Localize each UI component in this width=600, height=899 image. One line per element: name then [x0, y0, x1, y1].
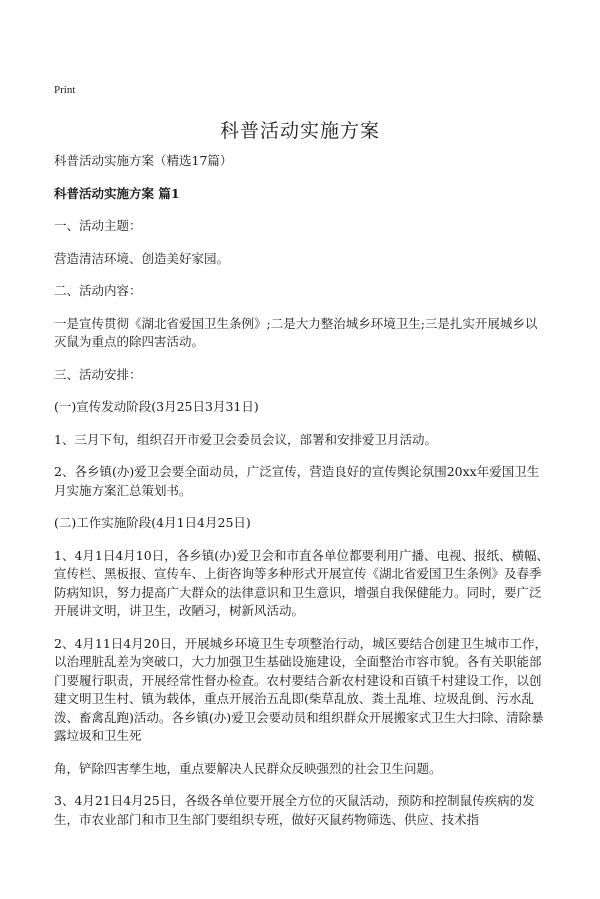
paragraph: 2、各乡镇(办)爱卫会要全面动员，广泛宣传，营造良好的宣传舆论氛围20xx年爱国卫生月实施方案汇总策划书。 — [54, 464, 540, 498]
paragraph: 角，铲除四害孳生地，重点要解决人民群众反映强烈的社会卫生问题。 — [54, 760, 442, 776]
paragraph: (二)工作实施阶段(4月1日4月25日) — [54, 515, 251, 530]
paragraph: 三、活动安排： — [54, 366, 142, 382]
paragraph: 营造清洁环境、创造美好家园。 — [54, 250, 230, 266]
paragraph: 一是宣传贯彻《湖北省爱国卫生条例》;二是大力整治城乡环境卫生;三是扎实开展城乡以灭鼠为重点的除四害活动。 — [54, 315, 538, 349]
section-heading: 科普活动实施方案 篇1 — [54, 185, 180, 201]
document-title: 科普活动实施方案 — [219, 120, 380, 142]
paragraph: 二、活动内容： — [54, 283, 142, 298]
paragraph: 1、4月1日4月10日，各乡镇(办)爱卫会和市直各单位都要利用广播、电视、报纸、横幅、宣传栏、黑板报、宣传车、上街咨询等多种形式开展宣传《湖北省爱国卫生条例》及春季防病知识，努力提高广大群众的法律意识和卫生意识，增强自我保健能力。同时，要广泛开展讲文明，讲卫生，改陋习，树新风活动。 — [54, 547, 549, 618]
paragraph: (一)宣传发动阶段(3月25日3月31日) — [54, 399, 259, 414]
paragraph: 1、三月下旬，组织召开市爱卫会委员会议，部署和安排爱卫月活动。 — [54, 431, 437, 447]
document-body — [54, 148, 549, 843]
paragraph: 2、4月11日4月20日，开展城乡环境卫生专项整治行动，城区要结合创建卫生城市工作，以治理脏乱差为突破口，大力加强卫生基础设施建设，全面整治市容市貌。各有关职能部门要履行职责，开展经常性督办检查。农村要结合新农村建设和百镇千村建设工作，以创建文明卫生村、镇为载体，重点开展治五乱即(柴草乱放、粪土乱堆、垃圾乱倒、污水乱泼、畜禽乱跑)活动。各乡镇(办)爱卫会要动员和组织群众开展搬家式卫生大扫除、清除暴露垃圾和卫生死 — [54, 635, 548, 743]
document-subtitle: 科普活动实施方案（精选17篇） — [54, 153, 233, 168]
print-label: Print — [54, 84, 76, 96]
paragraph: 一、活动主题： — [54, 218, 142, 233]
paragraph: 3、4月21日4月25日，各级各单位要开展全方位的灭鼠活动，预防和控制鼠传疾病的发生，市农业部门和市卫生部门要组织专班，做好灭鼠药物筛选、供应、技术指 — [54, 793, 535, 827]
